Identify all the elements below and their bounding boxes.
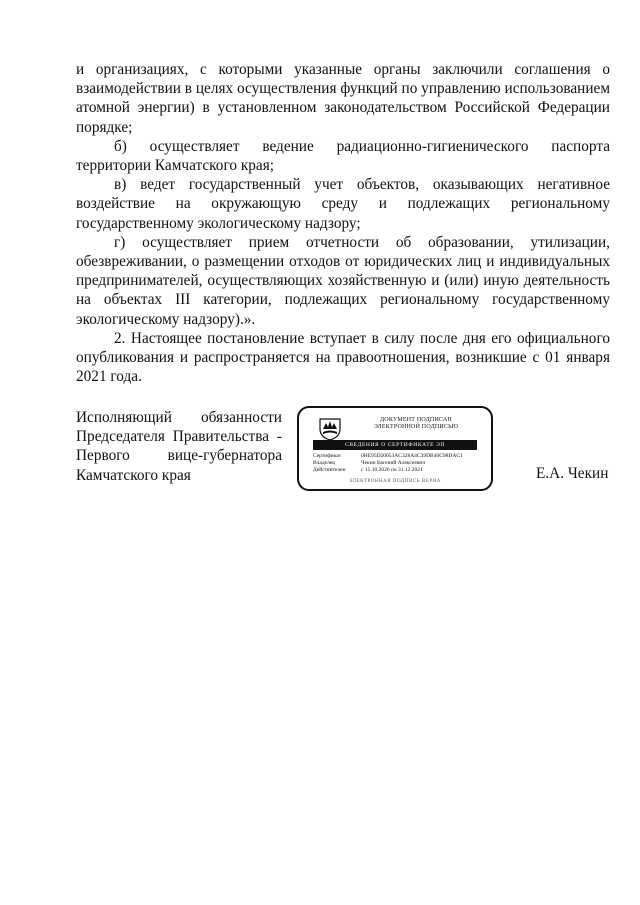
stamp-owner-label: Владелец: [313, 460, 336, 466]
paragraph-b: б) осуществляет ведение радиационно-гигиенического паспорта территории Камчатского края;: [76, 137, 610, 175]
signatory-line-1: Исполняющий обязанности: [76, 409, 282, 426]
paragraph-2: 2. Настоящее постановление вступает в силу после дня его официального опубликования и распространяется на правоотношения, возникшие с 01 января 2021 года.: [76, 329, 610, 386]
stamp-cert-label: Сертификат: [313, 453, 341, 459]
stamp-cert-value: 0HE95D20053AC328A4C39DB40C98DAC1: [361, 453, 463, 459]
coat-of-arms-icon: [317, 415, 343, 441]
signatory-position: [76, 408, 282, 485]
stamp-footer: ЭЛЕКТРОННАЯ ПОДПИСЬ ВЕРНА: [349, 479, 441, 484]
document-body: [76, 60, 610, 386]
stamp-validity-row: [313, 467, 423, 474]
stamp-owner-row: [313, 460, 425, 467]
signatory-line-4: Камчатского края: [76, 466, 191, 484]
signatory-name: Е.А. Чекин: [536, 465, 609, 482]
paragraph-g: г) осуществляет прием отчетности об образовании, утилизации, обезвреживании, о размещении отходов от юридических лиц и индивидуальных предпринимателей, осуществляющих хозяйственную и (или) иную деятельность на объектах III категории, подлежащих региональному государственному экологическому надзору).».: [76, 233, 610, 328]
stamp-header: [351, 417, 481, 431]
stamp-certificate-bar: СВЕДЕНИЯ О СЕРТИФИКАТЕ ЭП: [313, 440, 477, 450]
electronic-signature-stamp: [297, 406, 493, 491]
stamp-header-line-1: ДОКУМЕНТ ПОДПИСАН: [380, 417, 452, 423]
stamp-valid-label: Действителен: [313, 467, 346, 473]
paragraph-continuation: и организациях, с которыми указанные органы заключили соглашения о взаимодействии в целях осуществления функций по управлению использованием атомной энергии) в установленном законодательством Российской Федерации порядке;: [76, 61, 610, 136]
signatory-line-3: Первого вице-губернатора: [76, 447, 282, 465]
paragraph-v: в) ведет государственный учет объектов, оказывающих негативное воздействие на окружающую среду и подлежащих региональному государственному экологическому надзору;: [76, 176, 610, 232]
stamp-owner-value: Чекин Евгений Алексеевич: [361, 460, 426, 466]
stamp-header-line-2: ЭЛЕКТРОННОЙ ПОДПИСЬЮ: [373, 424, 459, 430]
stamp-certificate-row: [313, 453, 463, 460]
stamp-valid-value: с 15.10.2020 по 31.12.2021: [361, 467, 423, 473]
signatory-line-2: Председателя Правительства -: [76, 428, 282, 446]
